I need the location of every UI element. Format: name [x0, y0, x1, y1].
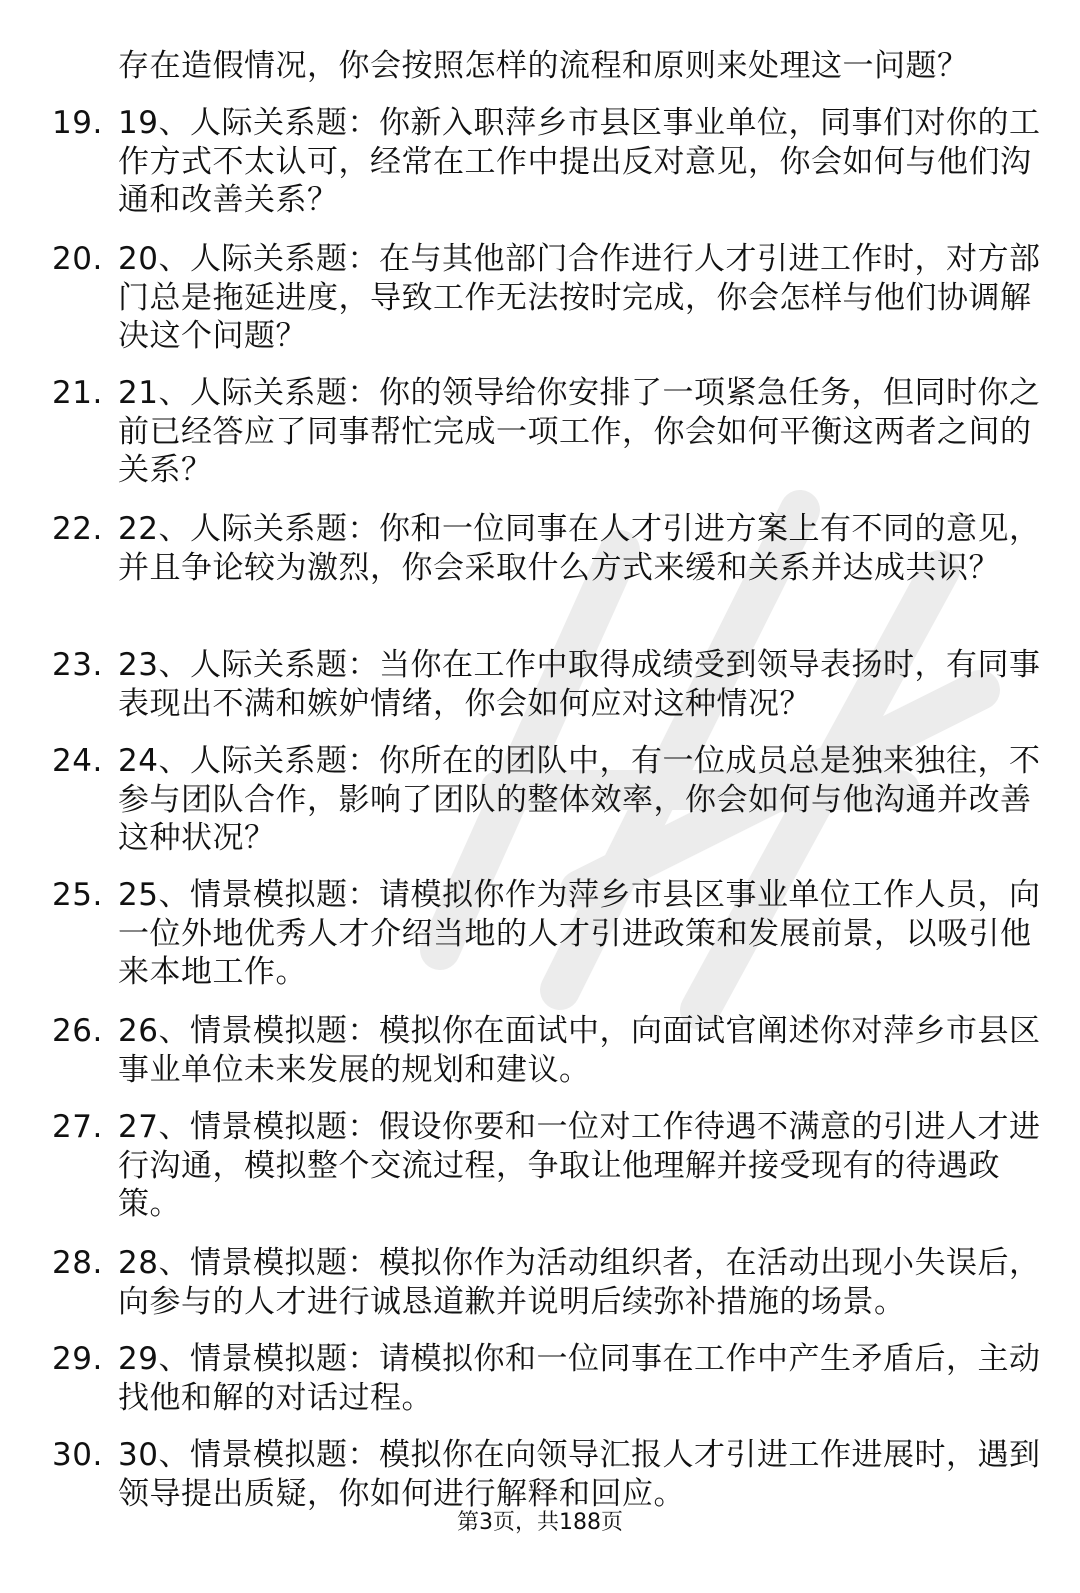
question-number: 27. [52, 1109, 103, 1145]
question-number: 24. [52, 743, 103, 779]
question-text: 28、情景模拟题：模拟你作为活动组织者，在活动出现小失误后，向参与的人才进行诚恳道歉并说明后续弥补措施的场景。 [118, 1245, 1041, 1320]
question-item [52, 646, 1042, 726]
question-item [52, 876, 1042, 996]
question-text: 24、人际关系题：你所在的团队中，有一位成员总是独来独往，不参与团队合作，影响了团队的整体效率，你会如何与他沟通并改善这种状况？ [118, 743, 1041, 856]
question-number: 26. [52, 1013, 103, 1049]
question-item [52, 510, 1042, 630]
question-number: 29. [52, 1341, 103, 1377]
question-number: 20. [52, 241, 103, 277]
question-item [52, 742, 1042, 862]
question-number: 19. [52, 105, 103, 141]
question-text: 26、情景模拟题：模拟你在面试中，向面试官阐述你对萍乡市县区事业单位未来发展的规划和建议。 [118, 1013, 1041, 1088]
question-number: 30. [52, 1437, 103, 1473]
question-number: 21. [52, 375, 103, 411]
question-item [52, 240, 1042, 360]
question-item [52, 1012, 1042, 1092]
question-item [52, 1244, 1042, 1324]
question-item [52, 1340, 1042, 1420]
question-text: 20、人际关系题：在与其他部门合作进行人才引进工作时，对方部门总是拖延进度，导致工作无法按时完成，你会怎样与他们协调解决这个问题？ [118, 241, 1041, 354]
question-number: 23. [52, 647, 103, 683]
question-number: 22. [52, 511, 103, 547]
question-text: 25、情景模拟题：请模拟你作为萍乡市县区事业单位工作人员，向一位外地优秀人才介绍当地的人才引进政策和发展前景，以吸引他来本地工作。 [118, 877, 1041, 990]
question-text: 21、人际关系题：你的领导给你安排了一项紧急任务，但同时你之前已经答应了同事帮忙完成一项工作，你会如何平衡这两者之间的关系？ [118, 375, 1041, 488]
question-item [52, 1436, 1042, 1516]
question-text: 19、人际关系题：你新入职萍乡市县区事业单位，同事们对你的工作方式不太认可，经常在工作中提出反对意见，你会如何与他们沟通和改善关系？ [118, 105, 1041, 218]
question-text: 30、情景模拟题：模拟你在向领导汇报人才引进工作进展时，遇到领导提出质疑，你如何进行解释和回应。 [118, 1437, 1041, 1512]
continued-question-text: 存在造假情况，你会按照怎样的流程和原则来处理这一问题？ [118, 48, 969, 84]
question-item [52, 374, 1042, 494]
page-footer: 第3页，共188页 [457, 1510, 623, 1535]
question-text: 29、情景模拟题：请模拟你和一位同事在工作中产生矛盾后，主动找他和解的对话过程。 [118, 1341, 1041, 1416]
question-item [52, 104, 1042, 224]
question-text: 27、情景模拟题：假设你要和一位对工作待遇不满意的引进人才进行沟通，模拟整个交流过程，争取让他理解并接受现有的待遇政策。 [118, 1109, 1041, 1222]
question-item [52, 1108, 1042, 1228]
question-number: 28. [52, 1245, 103, 1281]
question-number: 25. [52, 877, 103, 913]
question-text: 22、人际关系题：你和一位同事在人才引进方案上有不同的意见，并且争论较为激烈，你会采取什么方式来缓和关系并达成共识？ [118, 511, 1041, 586]
question-text: 23、人际关系题：当你在工作中取得成绩受到领导表扬时，有同事表现出不满和嫉妒情绪，你会如何应对这种情况？ [118, 647, 1041, 722]
